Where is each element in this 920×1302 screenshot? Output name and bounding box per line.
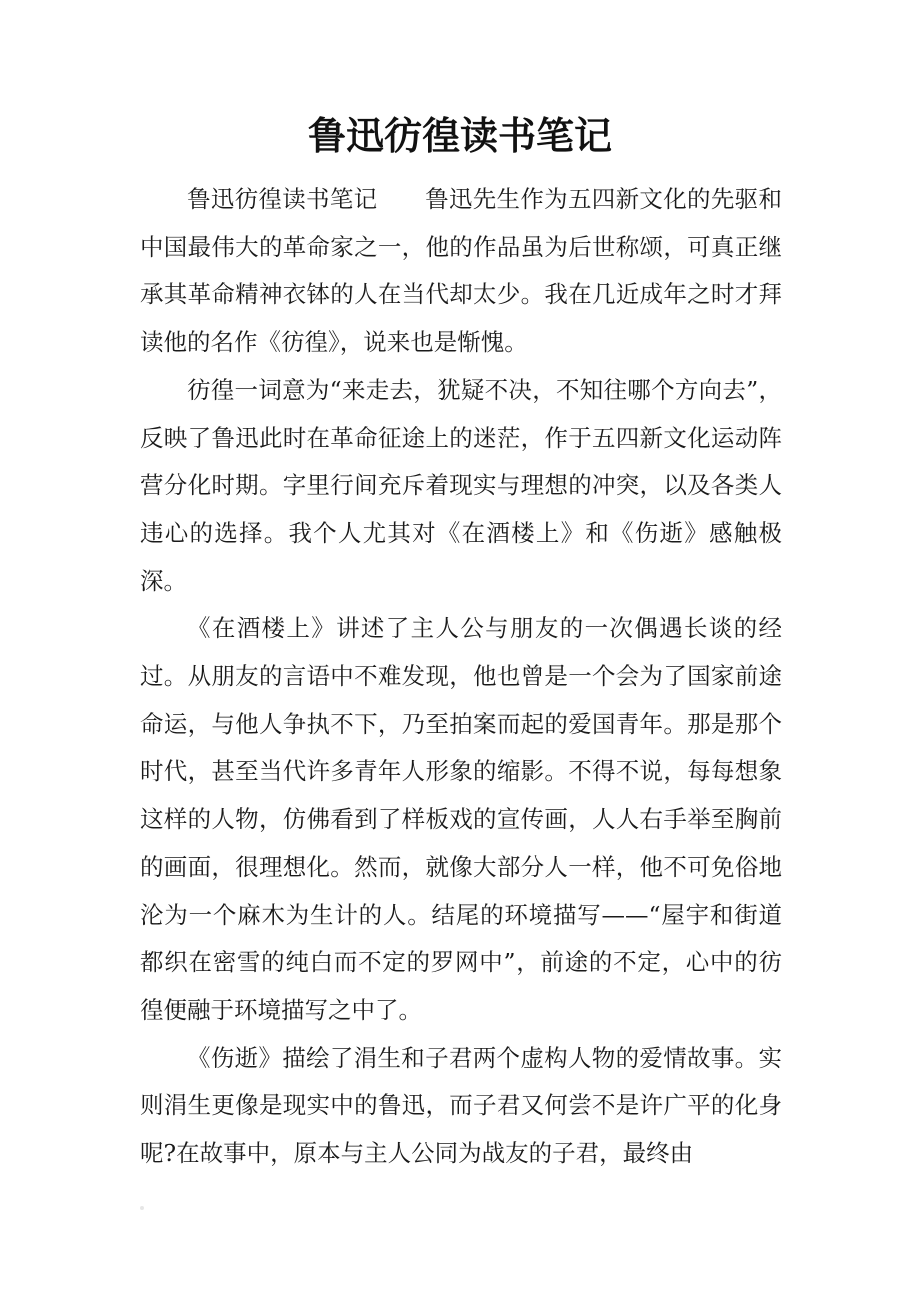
paragraph-in-the-tavern: 《在酒楼上》讲述了主人公与朋友的一次偶遇长谈的经过。从朋友的言语中不难发现，他也曾是一个会为了国家前途命运，与他人争执不下，乃至拍案而起的爱国青年。那是那个时代，甚至当代许多青年人形象的缩影。不得不说，每每想象这样的人物，仿佛看到了样板戏的宣传画，人人右手举至胸前的画面，很理想化。然而，就像大部分人一样，他不可免俗地沦为一个麻木为生计的人。结尾的环境描写——“屋宇和街道都织在密雪的纯白而不定的罗网中”，前途的不定，心中的彷徨便融于环境描写之中了。 bbox=[140, 614, 782, 1024]
paragraph-meaning: 彷徨一词意为“来走去，犹疑不决，不知往哪个方向去”，反映了鲁迅此时在革命征途上的迷茫，作于五四新文化运动阵营分化时期。字里行间充斥着现实与理想的冲突，以及各类人违心的选择。我个人尤其对《在酒楼上》和《伤逝》感触极深。 bbox=[140, 375, 782, 595]
page-speck bbox=[140, 1206, 144, 1210]
paragraph-intro: 鲁迅彷徨读书笔记 鲁迅先生作为五四新文化的先驱和中国最伟大的革命家之一，他的作品虽为后世称颂，可真正继承其革命精神衣钵的人在当代却太少。我在几近成年之时才拜读他的名作《彷徨》，说来也是惭愧。 bbox=[140, 185, 782, 357]
document-title: 鲁迅彷徨读书笔记 bbox=[307, 113, 612, 158]
paragraph-regret-for-the-past: 《伤逝》描绘了涓生和子君两个虚构人物的爱情故事。实则涓生更像是现实中的鲁迅，而子君又何尝不是许广平的化身呢?在故事中，原本与主人公同为战友的子君，最终由 bbox=[140, 1043, 782, 1168]
document-body bbox=[140, 176, 782, 1178]
